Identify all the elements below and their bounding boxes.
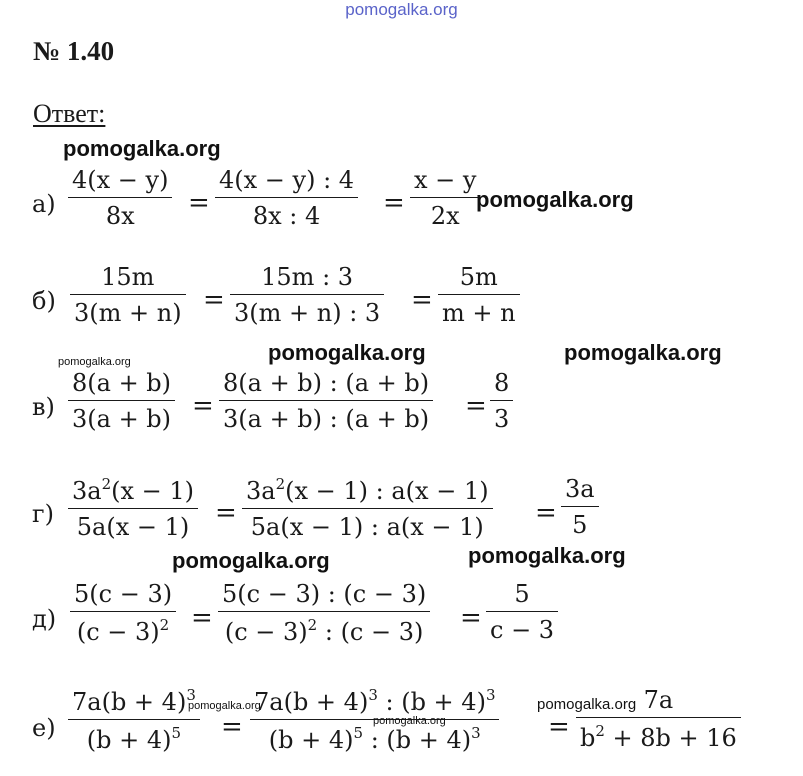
denominator: $b^2 + 8b + 16$ [580,722,737,752]
fraction-v-original [68,371,175,431]
denominator: 5 [572,511,588,539]
numerator: 8(a + b) [72,369,172,397]
fraction-a-result [410,168,480,228]
numerator: 5(c − 3) : (c − 3) [222,580,427,608]
denominator: 3 [494,405,510,433]
numerator: 7a [643,686,674,714]
fraction-d-result [486,582,558,642]
fraction-e-original [68,688,200,752]
numerator: 5(c − 3) [74,580,173,608]
numerator: 4(x − y) [72,166,169,194]
numerator: $7a(b + 4)^3$ : $(b + 4)^3$ [254,686,496,716]
numerator: 5m [459,263,498,291]
fraction-v-divided [219,371,433,431]
watermark-text: pomogalka.org [172,548,330,573]
denominator: 8x [105,202,135,230]
watermark-text: pomogalka.org [468,543,626,568]
watermark-text: pomogalka.org [63,136,221,161]
row-label-e: е) [32,714,56,742]
equals-sign: = [383,188,405,218]
fraction-a-original [68,168,172,228]
denominator: 3(m + n) : 3 [234,299,381,327]
watermark-text: pomogalka.org [188,700,261,712]
fraction-v-result [490,371,513,431]
denominator: 5a(x − 1) : a(x − 1) [250,513,484,541]
numerator: 8(a + b) : (a + b) [223,369,430,397]
denominator: c − 3 [490,616,555,644]
site-header-watermark[interactable]: pomogalka.org [345,0,458,19]
numerator: $3a^2(x - 1)$ [72,475,195,505]
fraction-g-divided [242,477,493,539]
fraction-b-divided [230,265,384,325]
equals-sign: = [548,712,570,742]
fraction-g-original [68,477,198,539]
equals-sign: = [221,712,243,742]
problem-number: № 1.40 [33,36,115,66]
numerator: 5 [514,580,530,608]
row-label-a: а) [32,190,56,218]
equals-sign: = [188,188,210,218]
numerator: $3a^2(x - 1)$ : a(x − 1) [246,475,489,505]
numerator: 3a [565,475,595,503]
watermark-text: pomogalka.org [373,715,446,727]
equals-sign: = [465,391,487,421]
denominator: 3(a + b) [72,405,172,433]
denominator: $(c - 3)^2$ : (c − 3) [224,616,424,646]
denominator: 2x [430,202,460,230]
watermark-text: pomogalka.org [476,187,634,212]
numerator: 8 [494,369,510,397]
row-label-g: г) [32,500,54,528]
equals-sign: = [203,285,225,315]
numerator: 15m : 3 [261,263,354,291]
fraction-d-original [70,582,176,644]
numerator: 15m [101,263,155,291]
equals-sign: = [535,498,557,528]
watermark-text: pomogalka.org [537,696,637,713]
numerator: x − y [414,166,477,194]
row-label-d: д) [32,605,57,633]
watermark-text: pomogalka.org [58,356,131,368]
watermark-text: pomogalka.org [564,340,722,365]
equals-sign: = [460,603,482,633]
equals-sign: = [411,285,433,315]
fraction-a-divided [215,168,358,228]
denominator: $(c - 3)^2$ [76,616,170,646]
denominator: 3(a + b) : (a + b) [223,405,430,433]
fraction-b-result [438,265,520,325]
denominator: m + n [442,299,516,327]
numerator: 4(x − y) : 4 [219,166,355,194]
row-label-v: в) [32,393,55,421]
watermark-text: pomogalka.org [268,340,426,365]
answer-label: Ответ: [33,99,106,128]
row-label-b: б) [32,287,56,315]
equals-sign: = [192,391,214,421]
denominator: $(b + 4)^5$ : $(b + 4)^3$ [268,724,481,754]
fraction-g-result [561,477,599,537]
fraction-d-divided [218,582,430,644]
equals-sign: = [215,498,237,528]
equals-sign: = [191,603,213,633]
denominator: $(b + 4)^5$ [86,724,182,754]
denominator: 3(m + n) [74,299,182,327]
numerator: $7a(b + 4)^3$ [72,686,196,716]
denominator: 5a(x − 1) [76,513,190,541]
denominator: 8x : 4 [252,202,321,230]
fraction-b-original [70,265,186,325]
